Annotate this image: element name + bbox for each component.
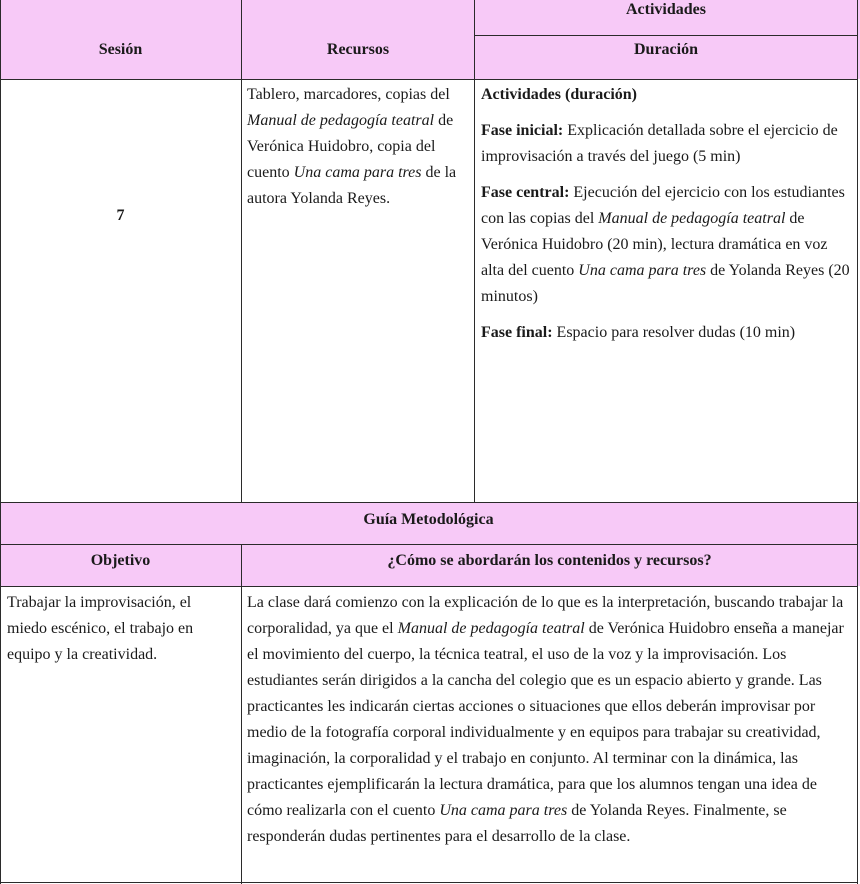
header-actividades: Actividades (626, 1, 706, 18)
story-title: Una cama para tres (293, 164, 422, 181)
como-paragraph: La clase dará comienzo con la explicación de lo que es la interpretación, buscando trabajar la corporalidad, ya que el (247, 594, 844, 637)
header-duracion: Duración (634, 41, 698, 58)
actividades-cell (481, 82, 853, 346)
recursos-text: Tablero, marcadores, copias del (247, 86, 450, 103)
grid-line (0, 586, 858, 587)
story-title: Una cama para tres (578, 262, 707, 279)
como-text (247, 590, 853, 850)
grid-line (0, 882, 858, 883)
recursos-text: de Verónica Huidobro, copia del cuento (247, 112, 454, 181)
grid-line (0, 502, 858, 503)
fase-central-label: Fase central: (481, 184, 570, 201)
grid-line (857, 0, 858, 884)
fase-central (481, 180, 853, 310)
recursos-text: de la autora Yolanda Reyes. (247, 164, 457, 207)
como-paragraph: de Yolanda Reyes. Finalmente, se responderán dudas pertinentes para el desarrollo de la clase. (247, 802, 787, 845)
como-paragraph: de Verónica Huidobro enseña a manejar el movimiento del cuerpo, la técnica teatral, el uso de la voz y la improvisación. Los estudiantes serán dirigidos a la cancha del colegio que es un espacio abierto y grande. Las practicantes les indicarán ciertas acciones o situaciones que ellos deberán improvisar por medio de la fotografía corporal individualmente y en equipos para trabajar su creatividad, imaginación, la corporalidad y el trabajo en conjunto. Al terminar con la dinámica, las practicantes ejemplificarán la lectura dramática, para que los alumnos tengan una idea de cómo realizarla con el cuento (247, 620, 844, 819)
fase-central-text: de Yolanda Reyes (20 minutos) (481, 262, 850, 305)
fase-final-label: Fase final: (481, 324, 553, 341)
story-title: Una cama para tres (439, 802, 568, 819)
objetivo-text: Trabajar la improvisación, el miedo escénico, el trabajo en equipo y la creatividad. (7, 594, 194, 663)
header-objetivo: Objetivo (90, 552, 151, 569)
fase-inicial-text: Explicación detallada sobre el ejercicio de improvisación a través del juego (5 min) (481, 122, 838, 165)
recursos-cell (247, 82, 471, 212)
grid-line (241, 0, 242, 502)
fase-inicial (481, 118, 853, 170)
fase-final-text: Espacio para resolver dudas (10 min) (552, 324, 796, 341)
header-como: ¿Cómo se abordarán los contenidos y recursos? (387, 552, 712, 569)
header-sesion: Sesión (98, 41, 143, 58)
manual-title: Manual de pedagogía teatral (397, 620, 585, 637)
grid-line (0, 79, 858, 80)
fase-inicial-label: Fase inicial: (481, 122, 564, 139)
fase-central-text: Ejecución del ejercicio con los estudiantes con las copias del (481, 184, 845, 227)
manual-title: Manual de pedagogía teatral (247, 112, 435, 129)
grid-line (241, 544, 242, 884)
session-number: 7 (116, 207, 125, 224)
fase-final (481, 320, 853, 346)
manual-title: Manual de pedagogía teatral (598, 210, 786, 227)
grid-line (0, 0, 1, 884)
header-recursos: Recursos (326, 41, 390, 58)
fase-central-text: de Verónica Huidobro (20 min), lectura dramática en voz alta del cuento (481, 210, 828, 279)
guide-title: Guía Metodológica (363, 511, 494, 528)
grid-line (474, 0, 475, 502)
actividades-heading: Actividades (duración) (481, 86, 637, 103)
